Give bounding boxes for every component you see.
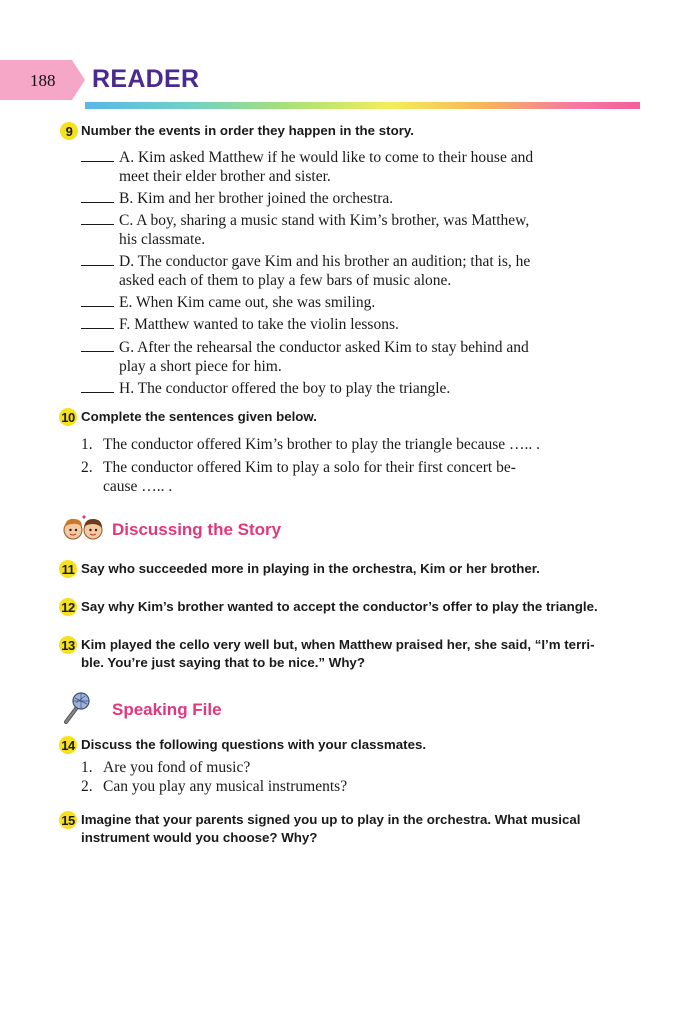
event-text-continued: play a short piece for him.	[119, 358, 282, 375]
microphone-icon	[60, 690, 92, 726]
task-number-badge: 11	[59, 560, 77, 578]
answer-blank[interactable]	[81, 351, 114, 352]
event-text: F. Matthew wanted to take the violin lessons.	[119, 316, 399, 333]
task-prompt-continued: ble. You’re just saying that to be nice.” Why?	[81, 655, 365, 670]
answer-blank[interactable]	[81, 265, 114, 266]
task-prompt: Complete the sentences given below.	[81, 409, 317, 424]
page-title: READER	[92, 65, 200, 93]
task-number-badge: 13	[59, 636, 77, 654]
sentence-text-continued: cause ….. .	[103, 478, 173, 495]
answer-blank[interactable]	[81, 306, 114, 307]
task-prompt: Say who succeeded more in playing in the orchestra, Kim or her brother.	[81, 561, 540, 576]
event-text: D. The conductor gave Kim and his brother an audition; that is, he	[119, 253, 531, 270]
event-text-continued: asked each of them to play a few bars of music alone.	[119, 272, 452, 289]
section-heading: Discussing the Story	[112, 520, 282, 539]
two-kids-icon	[60, 514, 108, 542]
sentence-text: The conductor offered Kim’s brother to play the triangle because ….. .	[103, 436, 541, 453]
event-text-continued: meet their elder brother and sister.	[119, 168, 331, 185]
event-item	[81, 338, 640, 357]
task-number-badge: 9	[60, 122, 78, 140]
sentence-number: 1.	[81, 436, 93, 453]
task-number-badge: 12	[59, 598, 77, 616]
event-item	[81, 315, 399, 334]
answer-blank[interactable]	[81, 224, 114, 225]
answer-blank[interactable]	[81, 392, 114, 393]
event-item	[81, 379, 450, 398]
section-heading: Speaking File	[112, 700, 222, 719]
event-text: E. When Kim came out, she was smiling.	[119, 294, 376, 311]
answer-blank[interactable]	[81, 202, 114, 203]
answer-blank[interactable]	[81, 328, 114, 329]
sentence-text: The conductor offered Kim to play a solo for their first concert be-	[103, 459, 516, 476]
task-prompt: Imagine that your parents signed you up to play in the orchestra. What musical	[81, 812, 581, 827]
sentence-number: 2.	[81, 459, 93, 476]
task-prompt: Say why Kim’s brother wanted to accept the conductor’s offer to play the triangle.	[81, 599, 598, 614]
task-prompt: Number the events in order they happen in the story.	[81, 123, 414, 138]
task-prompt: Kim played the cello very well but, when Matthew praised her, she said, “I’m terri-	[81, 637, 595, 652]
task-prompt-continued: instrument would you choose? Why?	[81, 830, 318, 845]
event-item	[81, 252, 640, 271]
event-text: A. Kim asked Matthew if he would like to come to their house and	[119, 149, 534, 166]
question-text: Can you play any musical instruments?	[103, 778, 348, 795]
event-item	[81, 148, 640, 167]
task-number-badge: 10	[59, 408, 77, 426]
task-number-badge: 15	[59, 811, 77, 829]
question-number: 2.	[81, 778, 93, 795]
event-text-continued: his classmate.	[119, 231, 206, 248]
question-text: Are you fond of music?	[103, 759, 251, 776]
page-number: 188	[30, 71, 56, 90]
event-text: G. After the rehearsal the conductor asked Kim to stay behind and	[119, 339, 529, 356]
event-text: C. A boy, sharing a music stand with Kim’s brother, was Matthew,	[119, 212, 530, 229]
event-item	[81, 211, 640, 230]
question-number: 1.	[81, 759, 93, 776]
task-number-badge: 14	[59, 736, 77, 754]
event-text: B. Kim and her brother joined the orchestra.	[119, 190, 394, 207]
event-text: H. The conductor offered the boy to play the triangle.	[119, 380, 451, 397]
header-rainbow-bar	[85, 102, 640, 109]
event-item	[81, 293, 375, 312]
event-item	[81, 189, 393, 208]
task-prompt: Discuss the following questions with your classmates.	[81, 737, 427, 752]
answer-blank[interactable]	[81, 161, 114, 162]
